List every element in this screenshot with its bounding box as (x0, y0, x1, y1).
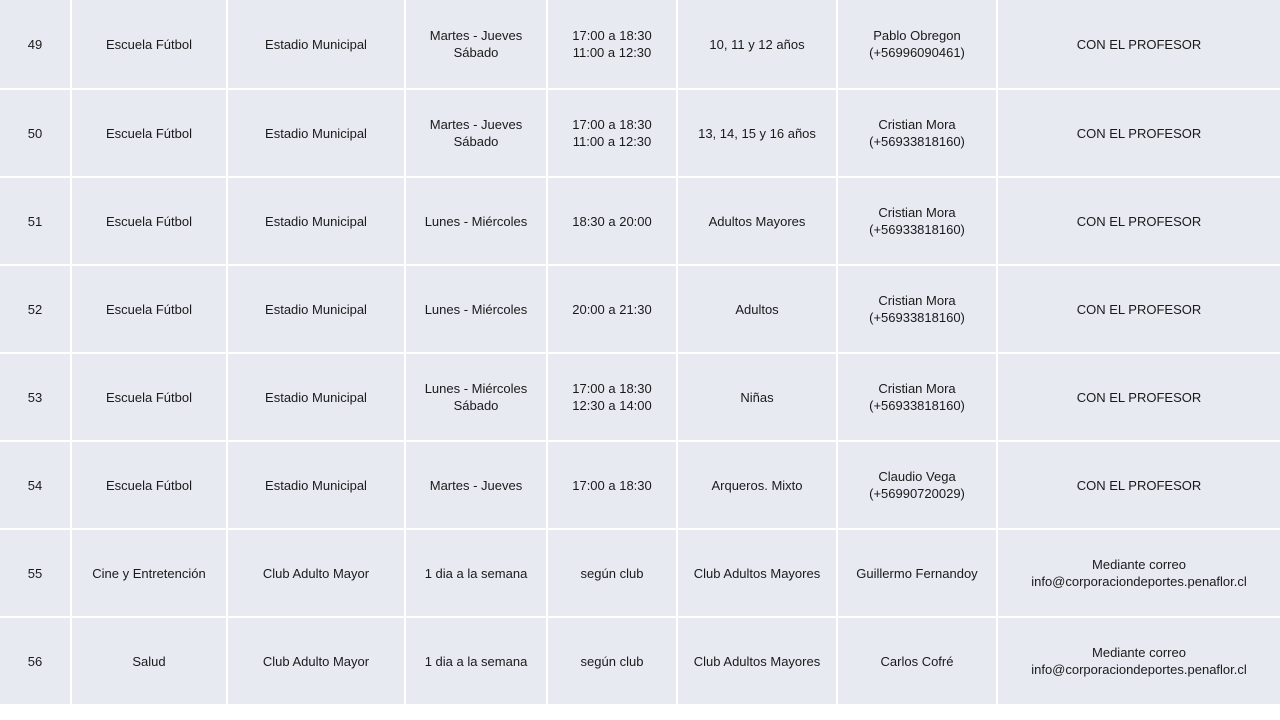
enrollment-line: CON EL PROFESOR (1076, 36, 1202, 52)
category-cell (677, 529, 837, 617)
category-cell (677, 0, 837, 89)
table-row (0, 0, 1280, 89)
hours-line: 12:30 a 14:00 (572, 398, 652, 413)
contact-line: Pablo Obregon (873, 28, 961, 43)
activity-cell: Salud (71, 617, 227, 705)
row-number-cell: 56 (0, 617, 71, 705)
row-number-cell: 49 (0, 0, 71, 89)
contact-line: (+56933818160) (869, 134, 965, 149)
days-line: Sábado (453, 45, 499, 60)
contact-line: (+56933818160) (869, 398, 965, 413)
contact-line: Cristian Mora (878, 381, 956, 396)
enrollment-line: info@corporaciondeportes.penaflor.cl (1031, 574, 1247, 589)
activity-cell: Escuela Fútbol (71, 265, 227, 353)
table-row (0, 89, 1280, 177)
venue-cell: Estadio Municipal (227, 0, 405, 89)
hours-line: según club (580, 653, 644, 669)
enrollment-cell (997, 177, 1280, 265)
category-cell (677, 89, 837, 177)
days-line: Sábado (453, 398, 499, 413)
contact-line: (+56990720029) (869, 486, 965, 501)
days-cell (405, 441, 547, 529)
contact-line: Cristian Mora (878, 205, 956, 220)
enrollment-cell (997, 89, 1280, 177)
activity-cell: Cine y Entretención (71, 529, 227, 617)
venue-cell: Estadio Municipal (227, 177, 405, 265)
row-number-cell: 53 (0, 353, 71, 441)
contact-line: (+56933818160) (869, 310, 965, 325)
hours-cell (547, 529, 677, 617)
hours-line: 11:00 a 12:30 (572, 45, 652, 60)
activity-cell: Escuela Fútbol (71, 0, 227, 89)
days-line: Lunes - Miércoles (424, 213, 528, 229)
hours-line: 17:00 a 18:30 (572, 117, 652, 132)
days-line: 1 dia a la semana (424, 565, 528, 581)
enrollment-line: Mediante correo (1092, 557, 1186, 572)
category-line: 13, 14, 15 y 16 años (698, 125, 816, 141)
days-line: Martes - Jueves (429, 477, 523, 493)
contact-cell (837, 265, 997, 353)
hours-line: 17:00 a 18:30 (572, 28, 652, 43)
days-line: Lunes - Miércoles (424, 301, 528, 317)
contact-line: Carlos Cofré (880, 653, 954, 669)
hours-cell (547, 265, 677, 353)
category-line: Club Adultos Mayores (693, 565, 821, 581)
hours-cell (547, 89, 677, 177)
hours-line: 17:00 a 18:30 (572, 477, 652, 493)
category-cell (677, 617, 837, 705)
days-line: Lunes - Miércoles (424, 381, 528, 396)
venue-cell: Estadio Municipal (227, 353, 405, 441)
days-line: Sábado (453, 134, 499, 149)
contact-line: Cristian Mora (878, 117, 956, 132)
contact-line: Claudio Vega (878, 469, 956, 484)
days-line: Martes - Jueves (429, 28, 523, 43)
category-line: Niñas (740, 389, 774, 405)
table-row (0, 441, 1280, 529)
hours-line: 18:30 a 20:00 (572, 213, 652, 229)
contact-cell (837, 177, 997, 265)
days-cell (405, 177, 547, 265)
enrollment-line: Mediante correo (1092, 645, 1186, 660)
category-line: Adultos Mayores (708, 213, 806, 229)
table-row (0, 177, 1280, 265)
enrollment-line: CON EL PROFESOR (1076, 477, 1202, 493)
enrollment-line: CON EL PROFESOR (1076, 213, 1202, 229)
activity-cell: Escuela Fútbol (71, 441, 227, 529)
category-line: Arqueros. Mixto (711, 477, 803, 493)
category-line: Adultos (735, 301, 779, 317)
enrollment-cell (997, 617, 1280, 705)
enrollment-cell (997, 0, 1280, 89)
row-number-cell: 52 (0, 265, 71, 353)
category-cell (677, 265, 837, 353)
days-cell (405, 617, 547, 705)
row-number-cell: 51 (0, 177, 71, 265)
enrollment-cell (997, 353, 1280, 441)
venue-cell: Estadio Municipal (227, 265, 405, 353)
days-line: Martes - Jueves (429, 117, 523, 132)
days-cell (405, 0, 547, 89)
enrollment-cell (997, 441, 1280, 529)
activity-cell: Escuela Fútbol (71, 353, 227, 441)
hours-line: 17:00 a 18:30 (572, 381, 652, 396)
venue-cell: Club Adulto Mayor (227, 529, 405, 617)
table-row (0, 529, 1280, 617)
venue-cell: Estadio Municipal (227, 441, 405, 529)
enrollment-cell (997, 529, 1280, 617)
days-cell (405, 529, 547, 617)
hours-cell (547, 353, 677, 441)
hours-cell (547, 177, 677, 265)
category-cell (677, 441, 837, 529)
enrollment-line: CON EL PROFESOR (1076, 389, 1202, 405)
hours-line: según club (580, 565, 644, 581)
enrollment-cell (997, 265, 1280, 353)
contact-line: Guillermo Fernandoy (856, 565, 978, 581)
activity-cell: Escuela Fútbol (71, 177, 227, 265)
category-cell (677, 353, 837, 441)
hours-cell (547, 617, 677, 705)
contact-cell (837, 89, 997, 177)
contact-line: Cristian Mora (878, 293, 956, 308)
days-cell (405, 353, 547, 441)
contact-cell (837, 441, 997, 529)
table-row (0, 353, 1280, 441)
contact-line: (+56996090461) (869, 45, 965, 60)
contact-cell (837, 617, 997, 705)
days-cell (405, 265, 547, 353)
hours-cell (547, 441, 677, 529)
activity-cell: Escuela Fútbol (71, 89, 227, 177)
hours-line: 11:00 a 12:30 (572, 134, 652, 149)
contact-cell (837, 0, 997, 89)
table-row (0, 265, 1280, 353)
row-number-cell: 54 (0, 441, 71, 529)
hours-line: 20:00 a 21:30 (572, 301, 652, 317)
row-number-cell: 50 (0, 89, 71, 177)
enrollment-line: info@corporaciondeportes.penaflor.cl (1031, 662, 1247, 677)
contact-cell (837, 353, 997, 441)
category-line: Club Adultos Mayores (693, 653, 821, 669)
days-cell (405, 89, 547, 177)
enrollment-line: CON EL PROFESOR (1076, 125, 1202, 141)
contact-cell (837, 529, 997, 617)
venue-cell: Estadio Municipal (227, 89, 405, 177)
category-line: 10, 11 y 12 años (709, 36, 805, 52)
days-line: 1 dia a la semana (424, 653, 528, 669)
category-cell (677, 177, 837, 265)
row-number-cell: 55 (0, 529, 71, 617)
venue-cell: Club Adulto Mayor (227, 617, 405, 705)
hours-cell (547, 0, 677, 89)
enrollment-line: CON EL PROFESOR (1076, 301, 1202, 317)
contact-line: (+56933818160) (869, 222, 965, 237)
table-row (0, 617, 1280, 705)
